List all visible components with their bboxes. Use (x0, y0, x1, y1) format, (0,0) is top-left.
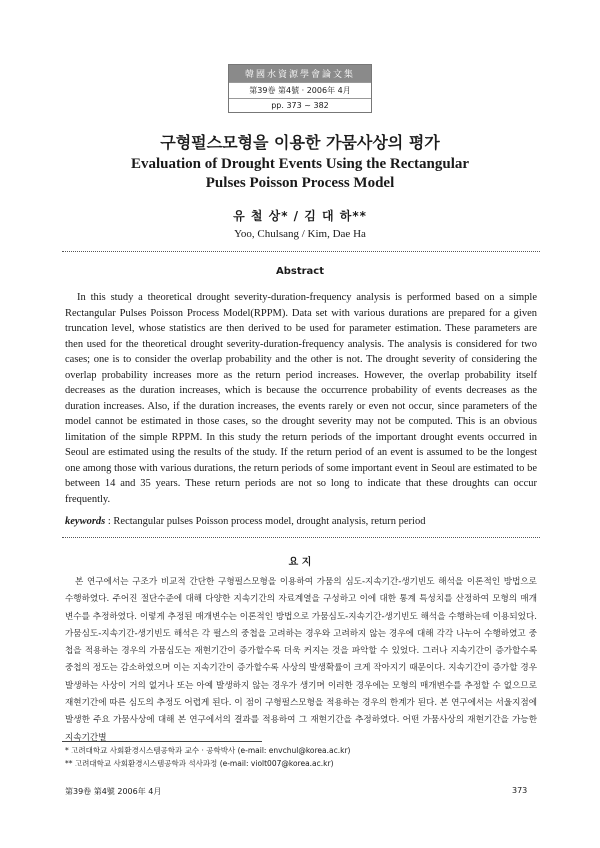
korean-abstract-text: 본 연구에서는 구조가 비교적 간단한 구형펄스모형을 이용하여 가뭄의 심도-지속기간-생기빈도 해석을 이론적인 방법으로 수행하였다. 주어진 절단수준에 대해 다양한 지속기간의 자료계열을 구성하고 이에 대한 통계 특성치를 산정하여 모형의 매개변수를 추정하였다. 이렇게 추정된 매개변수는 이론적인 방법으로 가뭄심도-지속기간-생기빈도 해석을 수행하는데 이용되었다. 가뭄심도-지속기간-생기빈도 해석은 각 펄스의 중첩을 고려하는 경우와 고려하지 않는 경우에 대해 각각 나누어 수행하였고 중첩을 적용하는 경우의 가뭄심도는 재현기간이 증가할수록 더욱 커지는 것을 파악할 수 있었다. 그러나 지속기간이 증가할수록 중첩의 정도는 감소하였으며 이는 지속기간이 증가할수록 사상의 발생확률이 크게 작아지기 때문이다. 지속기간이 증가할 경우 발생하는 사상이 거의 없거나 또는 아예 발생하지 않는 경우가 생기며 이러한 경우에는 모형의 매개변수를 추정할 수 없으므로 재현기간에 따른 심도의 추정도 어렵게 된다. 이 점이 구형펄스모형을 적용하는 경우의 한계가 된다. 본 연구에서는 서울지점에 발생한 주요 가뭄사상에 대해 본 연구에서의 결과를 적용하여 그 재현기간을 추정하였다. 어떤 가뭄사상의 재현기간을 가능한 지속기간별 (65, 577, 537, 743)
authors-english: Yoo, Chulsang / Kim, Dae Ha (234, 228, 366, 240)
title-english-line2: Pulses Poisson Process Model (205, 175, 395, 191)
footer-issue: 第39卷 第4號 2006年 4月 (65, 787, 162, 796)
divider-top (62, 251, 540, 252)
authors-korean: 유 철 상* / 김 대 하** (233, 209, 367, 223)
journal-pages: pp. 373 ~ 382 (229, 98, 371, 112)
divider-middle (62, 537, 540, 538)
journal-name: 韓國水資源學會論文集 (229, 65, 371, 82)
keywords-text: : Rectangular pulses Poisson process model, drought analysis, return period (107, 516, 426, 527)
title-korean: 구형펄스모형을 이용한 가뭄사상의 평가 (160, 133, 440, 152)
footnote-2: ** 고려대학교 사회환경시스템공학과 석사과정 (e-mail: violt007@korea.ac.kr) (65, 759, 334, 768)
title-english (0, 155, 600, 193)
journal-info-box (228, 64, 372, 113)
keywords-line (65, 516, 537, 527)
journal-volume-issue: 第39卷 第4號 · 2006年 4月 (229, 82, 371, 98)
abstract-text: In this study a theoretical drought severity-duration-frequency analysis is performed based on a simple Rectangular Pulses Poisson Process Model(RPPM). Data set with various durations are prepared for a given truncation level, whose statistics are then derived to be used for parameter estimation. These parameters are then used for the theoretical drought severity-duration-frequency analysis. The analysis is considered for two cases; one is to consider the overlap probability and the other is not. The drought severity of considering the overlap probability increases more as the return period increases. However, the overlap probability itself decreases as the duration increases, which is because the occurrence probability of events decreases as the duration increases. Also, if the duration increases, the events rarely or even not occur, since parameters of the model cannot be estimated in those cases, so the drought severity may not be computed. This is an obvious limitation of the simple RPPM. In this study the return periods of the important drought events occurred in Seoul are estimated using the results of the study. If the return period of an event is assumed to be the longest one among those with various durations, the return periods of some important event in Seoul are estimated to be between 14 and 35 years. These return periods are not so long to indicate that these droughts can occur frequently. (65, 292, 537, 505)
abstract-heading: Abstract (275, 266, 325, 277)
keywords-label: keywords (65, 516, 106, 527)
footnote-1: * 고려대학교 사회환경시스템공학과 교수 · 공학박사 (e-mail: envchul@korea.ac.kr) (65, 746, 351, 755)
page-number: 373 (512, 786, 528, 795)
korean-abstract-heading: 요 지 (288, 557, 312, 568)
footnote-divider (62, 741, 262, 742)
title-english-line1: Evaluation of Drought Events Using the Rectangular (130, 156, 470, 172)
